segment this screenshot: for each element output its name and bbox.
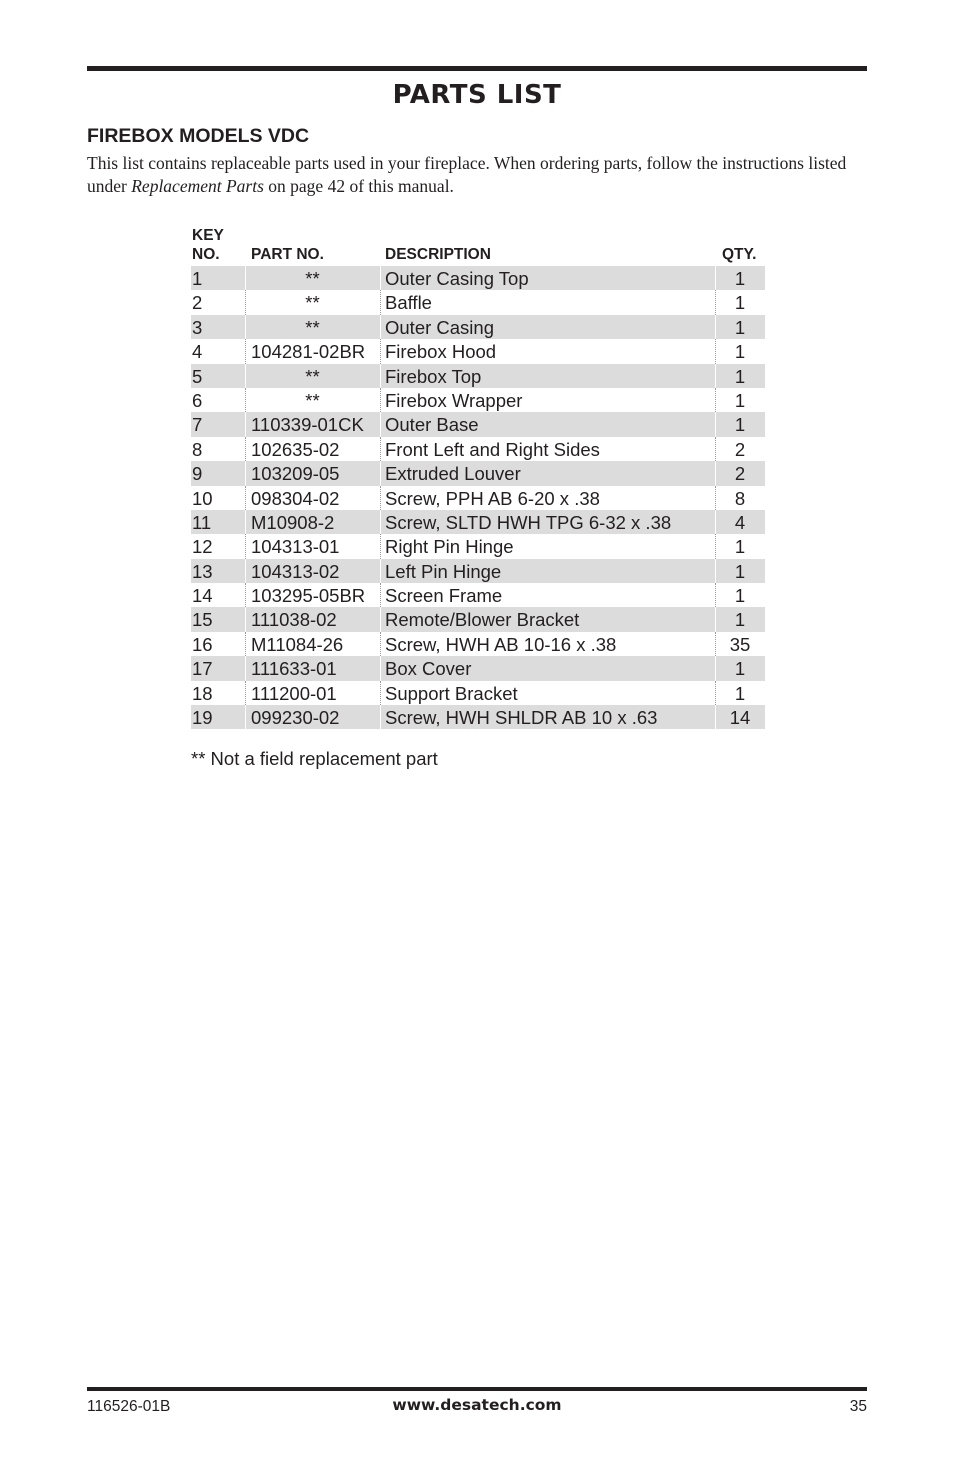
- cell-description: Right Pin Hinge: [385, 536, 514, 558]
- cell-description: Screen Frame: [385, 585, 503, 607]
- table-row: [191, 437, 765, 461]
- column-divider: [245, 705, 246, 729]
- cell-qty: 1: [734, 389, 746, 411]
- cell-part-no: 111200-01: [251, 682, 337, 704]
- cell-qty: 1: [734, 609, 746, 631]
- table-row: [191, 339, 765, 363]
- cell-key-no: 16: [192, 633, 213, 655]
- cell-qty: 1: [734, 560, 746, 582]
- cell-description: Outer Casing Top: [385, 268, 529, 289]
- cell-description: Remote/Blower Bracket: [385, 609, 580, 631]
- cell-description: Baffle: [385, 292, 432, 314]
- cell-key-no: 6: [192, 389, 203, 411]
- cell-part-no: 102635-02: [251, 438, 340, 460]
- doc-number: 116526-01B: [87, 1398, 171, 1415]
- cell-qty: 1: [734, 268, 746, 289]
- table-row: [191, 607, 765, 631]
- cell-qty: 1: [734, 682, 746, 704]
- cell-part-no: 104281-02BR: [251, 341, 366, 363]
- column-divider: [245, 412, 246, 436]
- column-divider: [380, 510, 381, 534]
- cell-description: Support Bracket: [385, 682, 518, 704]
- table-row: [191, 632, 765, 656]
- table-row: [191, 510, 765, 534]
- cell-key-no: 13: [192, 560, 213, 582]
- cell-qty: 1: [734, 536, 746, 558]
- column-divider: [245, 461, 246, 485]
- cell-qty: 1: [734, 316, 746, 338]
- column-divider: [245, 583, 246, 607]
- cell-qty: 8: [734, 487, 746, 509]
- cell-part-no: 111633-01: [251, 658, 337, 680]
- cell-part-no: **: [305, 389, 320, 411]
- cell-qty: 2: [734, 463, 746, 485]
- table-row: [191, 290, 765, 314]
- page-number: 35: [849, 1398, 867, 1415]
- column-divider: [380, 607, 381, 631]
- page-title: PARTS LIST: [392, 80, 562, 110]
- parts-table: [191, 226, 765, 729]
- section-title: FIREBOX MODELS VDC: [87, 125, 310, 147]
- cell-qty: 1: [734, 365, 746, 387]
- column-divider: [245, 510, 246, 534]
- cell-qty: 1: [734, 414, 746, 436]
- cell-key-no: 4: [192, 341, 203, 363]
- cell-key-no: 11: [192, 511, 212, 533]
- column-divider: [380, 681, 381, 705]
- column-divider: [245, 534, 246, 558]
- table-row: [191, 364, 765, 388]
- header-qty: QTY.: [722, 246, 757, 263]
- cell-part-no: M11084-26: [251, 633, 344, 655]
- cell-description: Front Left and Right Sides: [385, 438, 600, 460]
- cell-part-no: 104313-01: [251, 536, 340, 558]
- column-divider: [380, 461, 381, 485]
- cell-part-no: **: [305, 268, 320, 289]
- header-key-no: [192, 227, 224, 264]
- cell-qty: 14: [729, 707, 751, 729]
- cell-key-no: 8: [192, 438, 203, 460]
- column-divider: [380, 388, 381, 412]
- cell-qty: 2: [734, 438, 746, 460]
- column-divider: [380, 315, 381, 339]
- cell-key-no: 14: [192, 585, 213, 607]
- intro-text-1: This list contains replaceable parts used in your fireplace. When ordering parts, follow the instructions listed under: [87, 153, 847, 196]
- cell-key-no: 2: [192, 292, 203, 314]
- table-body: [191, 266, 765, 729]
- table-row: [191, 315, 765, 339]
- cell-description: Screw, HWH AB 10-16 x .38: [385, 633, 617, 655]
- column-divider: [380, 559, 381, 583]
- column-divider: [380, 339, 381, 363]
- cell-key-no: 18: [192, 682, 213, 704]
- column-divider: [380, 656, 381, 680]
- column-divider: [245, 486, 246, 510]
- header-key-line2: NO.: [192, 245, 220, 263]
- intro-text-2: on page 42 of this manual.: [263, 176, 454, 196]
- table-row: [191, 656, 765, 680]
- column-divider: [380, 632, 381, 656]
- table-row: [191, 705, 765, 729]
- cell-key-no: 17: [192, 658, 213, 680]
- cell-part-no: 098304-02: [251, 487, 340, 509]
- table-row: [191, 461, 765, 485]
- cell-part-no: 103295-05BR: [251, 585, 366, 607]
- cell-part-no: 111038-02: [251, 609, 337, 631]
- cell-key-no: 3: [192, 316, 203, 338]
- header-part-no: PART NO.: [251, 246, 324, 263]
- cell-description: Box Cover: [385, 658, 472, 680]
- table-row: [191, 486, 765, 510]
- column-divider: [380, 437, 381, 461]
- table-header: [191, 226, 765, 266]
- top-rule: [87, 66, 867, 71]
- column-divider: [245, 607, 246, 631]
- table-row: [191, 266, 765, 290]
- cell-key-no: 1: [192, 268, 203, 289]
- table-row: [191, 681, 765, 705]
- footnote: ** Not a field replacement part: [191, 748, 438, 769]
- cell-description: Screw, PPH AB 6-20 x .38: [385, 487, 600, 509]
- cell-description: Outer Base: [385, 414, 479, 436]
- cell-description: Firebox Hood: [385, 341, 497, 363]
- cell-qty: 1: [734, 292, 746, 314]
- website: www.desatech.com: [392, 1396, 562, 1414]
- column-divider: [380, 266, 381, 290]
- table-row: [191, 534, 765, 558]
- cell-qty: 1: [734, 585, 746, 607]
- table-row: [191, 583, 765, 607]
- cell-qty: 1: [734, 341, 746, 363]
- column-divider: [380, 534, 381, 558]
- cell-description: Firebox Top: [385, 365, 482, 387]
- column-divider: [245, 437, 246, 461]
- table-row: [191, 559, 765, 583]
- cell-part-no: M10908-2: [251, 511, 335, 533]
- cell-description: Firebox Wrapper: [385, 389, 523, 411]
- cell-key-no: 19: [192, 707, 213, 729]
- cell-part-no: 104313-02: [251, 560, 340, 582]
- cell-description: Left Pin Hinge: [385, 560, 502, 582]
- cell-qty: 35: [729, 633, 751, 655]
- column-divider: [380, 364, 381, 388]
- cell-part-no: 099230-02: [251, 707, 340, 729]
- cell-part-no: **: [305, 292, 320, 314]
- column-divider: [245, 559, 246, 583]
- cell-description: Screw, SLTD HWH TPG 6-32 x .38: [385, 511, 672, 533]
- cell-key-no: 9: [192, 463, 203, 485]
- cell-description: Screw, HWH SHLDR AB 10 x .63: [385, 707, 658, 729]
- cell-description: Outer Casing: [385, 316, 494, 338]
- header-key-line1: KEY: [192, 227, 224, 244]
- column-divider: [245, 339, 246, 363]
- intro-italic-reference: Replacement Parts: [131, 176, 264, 196]
- bottom-rule: [87, 1387, 867, 1391]
- column-divider: [245, 632, 246, 656]
- cell-qty: 4: [734, 511, 746, 533]
- column-divider: [380, 486, 381, 510]
- cell-qty: 1: [734, 658, 746, 680]
- cell-key-no: 10: [192, 487, 213, 509]
- column-divider: [380, 583, 381, 607]
- column-divider: [245, 681, 246, 705]
- column-divider: [245, 656, 246, 680]
- column-divider: [380, 412, 381, 436]
- cell-key-no: 5: [192, 365, 203, 387]
- cell-part-no: **: [305, 365, 320, 387]
- column-divider: [380, 290, 381, 314]
- cell-key-no: 12: [192, 536, 213, 558]
- header-description: DESCRIPTION: [385, 246, 491, 263]
- cell-key-no: 15: [192, 609, 213, 631]
- cell-part-no: 110339-01CK: [251, 414, 364, 436]
- table-row: [191, 412, 765, 436]
- intro-paragraph: [87, 152, 877, 198]
- cell-part-no: 103209-05: [251, 463, 340, 485]
- cell-part-no: **: [305, 316, 320, 338]
- column-divider: [380, 705, 381, 729]
- cell-description: Extruded Louver: [385, 463, 521, 485]
- table-row: [191, 388, 765, 412]
- cell-key-no: 7: [192, 414, 203, 436]
